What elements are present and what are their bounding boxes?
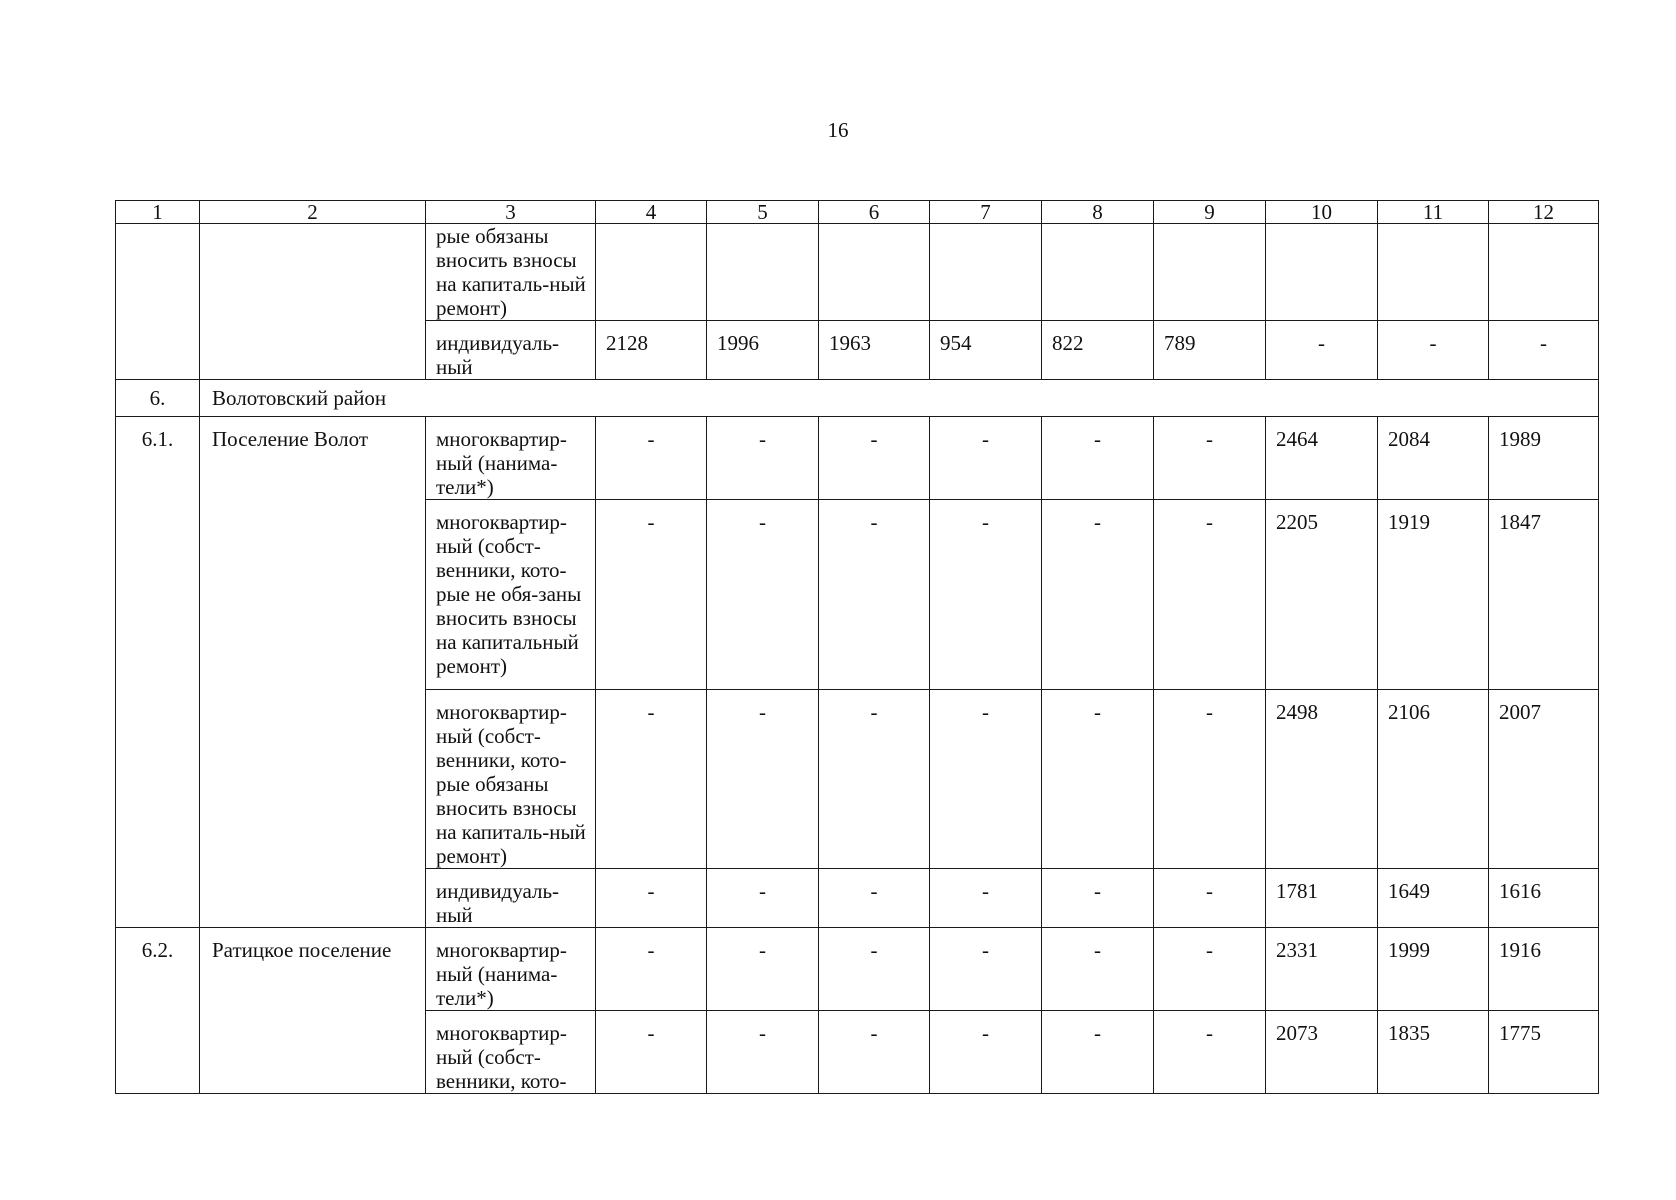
value-cell-col-5: - <box>707 869 819 928</box>
value-cell-col-7 <box>930 224 1042 321</box>
table-body <box>116 224 1599 1094</box>
value-cell-col-5: - <box>707 690 819 869</box>
settlement-name: Ратицкое поселение <box>200 928 426 1094</box>
value-cell-col-6: 1963 <box>819 321 930 380</box>
value-cell-col-5: - <box>707 500 819 690</box>
value-cell-col-9: - <box>1154 690 1266 869</box>
value-cell-col-10: 1781 <box>1266 869 1378 928</box>
settlement-number: 6.2. <box>116 928 200 1094</box>
value-cell-col-7: - <box>930 500 1042 690</box>
column-number-12: 12 <box>1489 201 1599 224</box>
value-cell-col-11: - <box>1378 321 1489 380</box>
value-cell-col-7: - <box>930 869 1042 928</box>
value-cell-col-4: - <box>596 690 707 869</box>
value-cell-col-12: 1847 <box>1489 500 1599 690</box>
tariff-table <box>115 200 1599 1094</box>
value-cell-col-7: 954 <box>930 321 1042 380</box>
settlement-number: 6.1. <box>116 417 200 928</box>
value-cell-col-11: 2084 <box>1378 417 1489 500</box>
value-cell-col-9: - <box>1154 417 1266 500</box>
value-cell-col-12: 1616 <box>1489 869 1599 928</box>
table-row <box>116 224 1599 321</box>
value-cell-col-8: - <box>1042 690 1154 869</box>
value-cell-col-6: - <box>819 928 930 1011</box>
value-cell-col-5: - <box>707 417 819 500</box>
housing-type-cell: индивидуаль-ный <box>426 869 596 928</box>
value-cell-col-6 <box>819 224 930 321</box>
value-cell-col-10: - <box>1266 321 1378 380</box>
value-cell-col-7: - <box>930 690 1042 869</box>
value-cell-col-4: - <box>596 869 707 928</box>
value-cell-col-5: - <box>707 928 819 1011</box>
value-cell-col-9: - <box>1154 928 1266 1011</box>
housing-type-cell: многоквартир-ный (нанима-тели*) <box>426 928 596 1011</box>
value-cell-col-9 <box>1154 224 1266 321</box>
value-cell-col-4: 2128 <box>596 321 707 380</box>
value-cell-col-12: - <box>1489 321 1599 380</box>
value-cell-col-10: 2331 <box>1266 928 1378 1011</box>
value-cell-col-10: 2073 <box>1266 1011 1378 1094</box>
value-cell-col-10: 2205 <box>1266 500 1378 690</box>
value-cell-col-8 <box>1042 224 1154 321</box>
value-cell-col-7: - <box>930 1011 1042 1094</box>
value-cell-col-12: 2007 <box>1489 690 1599 869</box>
value-cell-col-5: - <box>707 1011 819 1094</box>
value-cell-col-12: 1916 <box>1489 928 1599 1011</box>
value-cell-col-12: 1989 <box>1489 417 1599 500</box>
value-cell-col-6: - <box>819 417 930 500</box>
value-cell-col-8: - <box>1042 1011 1154 1094</box>
value-cell-col-11: 1649 <box>1378 869 1489 928</box>
housing-type-cell: многоквартир-ный (собст-венники, кото-рые не обя-заны вносить взносы на капитальный ремонт) <box>426 500 596 690</box>
value-cell-col-10: 2498 <box>1266 690 1378 869</box>
settlement-name: Поселение Волот <box>200 417 426 928</box>
value-cell-col-4: - <box>596 1011 707 1094</box>
value-cell-col-8: - <box>1042 928 1154 1011</box>
page-number: 16 <box>827 118 849 142</box>
value-cell-col-5: 1996 <box>707 321 819 380</box>
value-cell-col-12 <box>1489 224 1599 321</box>
table-row <box>116 417 1599 500</box>
value-cell-col-8: - <box>1042 417 1154 500</box>
value-cell-col-4: - <box>596 417 707 500</box>
region-number: 6. <box>116 380 200 417</box>
value-cell-col-11: 2106 <box>1378 690 1489 869</box>
housing-type-cell: многоквартир-ный (собст-венники, кото- <box>426 1011 596 1094</box>
value-cell-col-9: - <box>1154 500 1266 690</box>
table-row <box>116 928 1599 1011</box>
value-cell-col-5 <box>707 224 819 321</box>
column-number-5: 5 <box>707 201 819 224</box>
value-cell-col-4 <box>596 224 707 321</box>
value-cell-col-6: - <box>819 1011 930 1094</box>
value-cell-col-6: - <box>819 869 930 928</box>
region-row <box>116 380 1599 417</box>
value-cell-col-7: - <box>930 417 1042 500</box>
value-cell-col-10: 2464 <box>1266 417 1378 500</box>
value-cell-col-6: - <box>819 690 930 869</box>
value-cell-col-8: - <box>1042 500 1154 690</box>
column-number-9: 9 <box>1154 201 1266 224</box>
value-cell-col-12: 1775 <box>1489 1011 1599 1094</box>
housing-type-cell: рые обязаны вносить взносы на капиталь-ный ремонт) <box>426 224 596 321</box>
column-number-6: 6 <box>819 201 930 224</box>
value-cell-col-9: - <box>1154 1011 1266 1094</box>
row-number-cell <box>116 224 200 380</box>
value-cell-col-10 <box>1266 224 1378 321</box>
value-cell-col-8: - <box>1042 869 1154 928</box>
value-cell-col-7: - <box>930 928 1042 1011</box>
value-cell-col-11 <box>1378 224 1489 321</box>
value-cell-col-9: 789 <box>1154 321 1266 380</box>
value-cell-col-11: 1999 <box>1378 928 1489 1011</box>
column-number-7: 7 <box>930 201 1042 224</box>
value-cell-col-9: - <box>1154 869 1266 928</box>
column-number-10: 10 <box>1266 201 1378 224</box>
value-cell-col-4: - <box>596 928 707 1011</box>
value-cell-col-11: 1919 <box>1378 500 1489 690</box>
value-cell-col-6: - <box>819 500 930 690</box>
column-number-1: 1 <box>116 201 200 224</box>
column-number-11: 11 <box>1378 201 1489 224</box>
value-cell-col-4: - <box>596 500 707 690</box>
housing-type-cell: индивидуаль-ный <box>426 321 596 380</box>
column-number-3: 3 <box>426 201 596 224</box>
column-number-4: 4 <box>596 201 707 224</box>
housing-type-cell: многоквартир-ный (собст-венники, кото-рые обязаны вносить взносы на капиталь-ный ремонт) <box>426 690 596 869</box>
column-number-2: 2 <box>200 201 426 224</box>
housing-type-cell: многоквартир-ный (нанима-тели*) <box>426 417 596 500</box>
value-cell-col-11: 1835 <box>1378 1011 1489 1094</box>
column-number-8: 8 <box>1042 201 1154 224</box>
region-name: Волотовский район <box>200 380 1599 417</box>
column-number-row <box>116 201 1599 224</box>
value-cell-col-8: 822 <box>1042 321 1154 380</box>
settlement-name-cell <box>200 224 426 380</box>
